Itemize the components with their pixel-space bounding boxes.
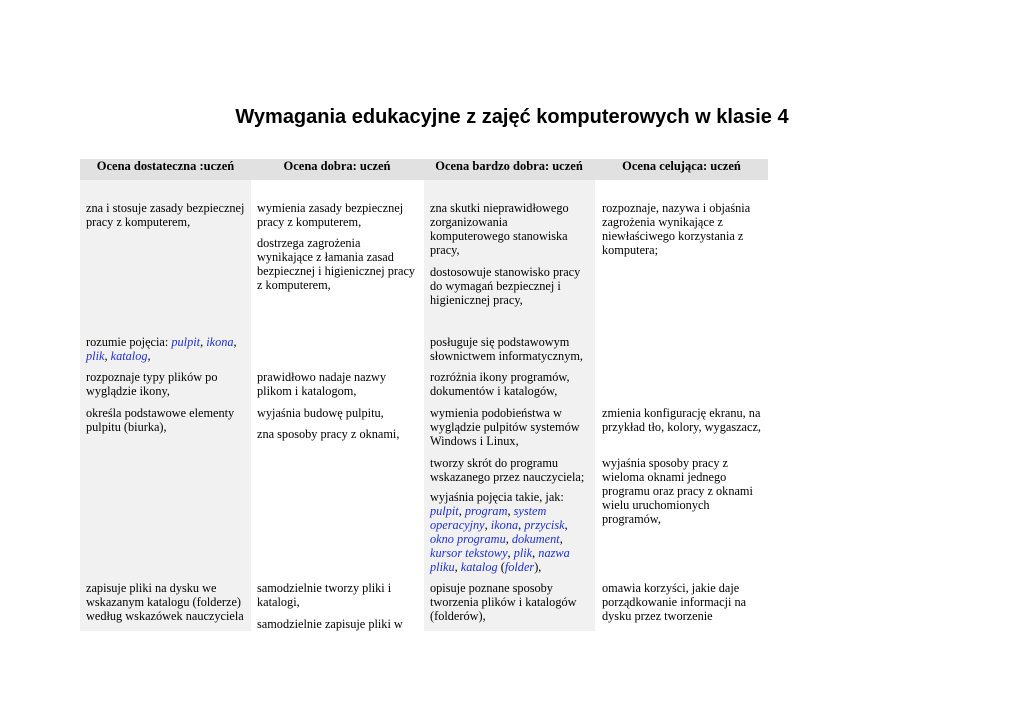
keyword: folder [504,560,535,574]
requirement-item: opisuje poznane sposoby tworzenia plików i katalogów (folderów), [430,581,577,623]
requirement-item: zna i stosuje zasady bezpiecznej pracy z komputerem, [86,201,245,229]
keyword: ikona [206,335,234,349]
requirement-item: dostosowuje stanowisko pracy do wymagań bezpiecznej i higienicznej pracy, [430,265,581,307]
keyword: plik [86,349,105,363]
keyword: program [464,504,508,518]
header-cell-celujaca: Ocena celująca: uczeń [622,159,741,173]
keyword: dokument [511,532,560,546]
requirement-item: samodzielnie zapisuje pliki w [257,617,403,631]
keyword: nazwa pliku [430,546,570,574]
keyword: pulpit [171,335,201,349]
requirement-item: tworzy skrót do programu wskazanego przez nauczyciela; [430,456,585,484]
requirement-item: samodzielnie tworzy pliki i katalogi, [257,581,392,609]
column-dostateczna [80,180,251,631]
requirement-item: wyjaśnia budowę pulpitu, [257,406,384,420]
keyword: ikona [490,518,519,532]
column-bardzo-dobra [424,180,595,631]
keyword: system operacyjny [430,504,547,532]
requirement-item: wymienia podobieństwa w wyglądzie pulpitów systemów Windows i Linux, [430,406,580,448]
keyword: katalog [110,349,148,363]
requirement-item: omawia korzyści, jakie daje porządkowanie informacji na dysku przez tworzenie [602,581,747,623]
page-title: Wymagania edukacyjne z zajęć komputerowych w klasie 4 [235,106,789,128]
requirement-item: prawidłowo nadaje nazwy plikom i katalogom, [257,370,387,398]
requirement-item: rozróżnia ikony programów, dokumentów i katalogów, [430,370,570,398]
header-cell-bardzo-dobra: Ocena bardzo dobra: uczeń [435,159,583,173]
requirement-item: wyjaśnia sposoby pracy z wieloma oknami jednego programu oraz pracy z oknami wielu uruchomionych programów, [602,456,753,526]
requirement-item: posługuje się podstawowym słownictwem informatycznym, [430,335,583,363]
header-cell-dostateczna: Ocena dostateczna :uczeń [96,159,235,173]
requirement-item: zapisuje pliki na dysku we wskazanym katalogu (folderze) według wskazówek nauczyciela [86,581,244,623]
column-celujaca [596,180,767,631]
requirement-item: wymienia zasady bezpiecznej pracy z komputerem, [257,201,404,229]
requirement-item: określa podstawowe elementy pulpitu (biurka), [86,406,235,434]
requirement-item: rozpoznaje typy plików po wyglądzie ikony, [86,370,218,398]
table-header-row [80,159,768,180]
requirement-item: zna sposoby pracy z oknami, [257,427,400,441]
header-cell-dobra: Ocena dobra: uczeń [283,159,391,173]
requirement-item: rozpoznaje, nazywa i objaśnia zagrożenia wynikające z niewłaściwego korzystania z komputera; [602,201,751,257]
requirement-item: rozumie pojęcia: pulpit, ikona, plik, katalog, [86,335,237,363]
requirement-item: wyjaśnia pojęcia takie, jak: pulpit, program, system operacyjny, ikona, przycisk, okno programu, dokument, kursor tekstowy, plik, nazwa pliku, katalog (folder), [430,490,570,574]
keyword: przycisk [524,518,565,532]
keyword: plik [513,546,533,560]
keyword: kursor tekstowy [430,546,508,560]
requirement-item: zmienia konfigurację ekranu, na przykład tło, kolory, wygaszacz, [602,406,762,434]
keyword: okno programu [430,532,506,546]
column-dobra [251,180,422,631]
requirement-item: zna skutki nieprawidłowego zorganizowania komputerowego stanowiska pracy, [430,201,569,257]
keyword: pulpit [430,504,459,518]
requirement-item: dostrzega zagrożenia wynikające z łamania zasad bezpiecznej i higienicznej pracy z komputerem, [257,236,416,292]
keyword: katalog [460,560,498,574]
